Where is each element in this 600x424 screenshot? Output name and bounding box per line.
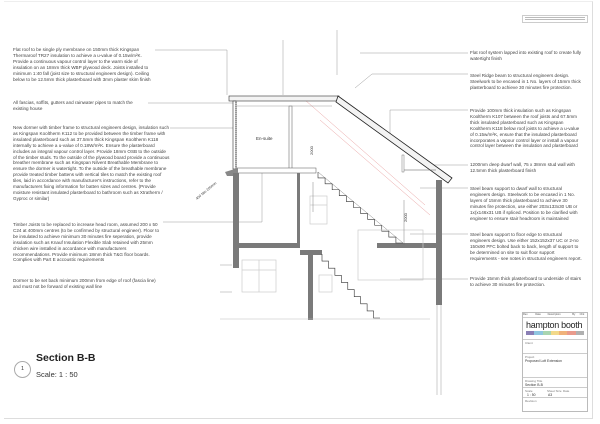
header-check: Chk — [579, 313, 585, 316]
brand-color-bar — [526, 331, 584, 335]
drawing-title-label: Drawing Title — [525, 379, 543, 383]
section-number: 1 — [14, 361, 31, 378]
scale-value: 1 : 50 — [527, 393, 536, 397]
room-label: En-suite — [256, 136, 273, 141]
sheet-value: A3 — [548, 393, 553, 397]
stair-post — [308, 255, 313, 320]
note-flat-roof: Flat roof to be single ply membrane on 150mm thick Kingspan Thermaroof TR27 insulation to achieve a u-value of 0.15w/m²K. Provide a continuous vapour control layer to the warm side of insulation on an 18mm thick WBP plywood deck. Joists installed to minimum 1:40 fall (joist size to structural engineers design). Ceiling below to be 12.5mm thick plasterboard with 3mm plaster skim finish — [13, 47, 151, 82]
brand-color-swatch — [576, 331, 584, 335]
note-setback: Dormer to be set back minimum 200mm from edge of roof (fascia line) and must not be forward of existing wall line — [13, 278, 156, 289]
note-joists: Timber Joists to be replaced to increase head room, assumed 200 x 50 C24 at 400mm centres (to be confirmed by structural engineer). Floor to be insulated to achieve minimum 30 minutes fire seperation, provide insulation such as Knauf Insulation Flexible Slab retained with 25mm chicken wire installed in accordance with manufacturers recommendations. Provide minimum 18mm thick T&G floor boards. Complies with Part E accoustic requirements — [13, 222, 160, 263]
header-date: Date — [535, 313, 541, 316]
note-ridge-beam: Steel Ridge beam to structural engineers design. Steelwork to be encased in 1 No. layers of 15mm thick plasterboard to achieve 30 minutes fire protection. — [470, 73, 581, 90]
brand-color-swatch — [543, 331, 551, 335]
dimension-label: 2000 — [309, 146, 314, 155]
sheet-label: Sheet Size — [547, 389, 562, 393]
first-floor-slab — [239, 243, 298, 248]
note-roof-insulation: Provide 100mm thick insulation such as Kingspan Kooltherm K107 between the roof joists and 67.5mm thick insulated plasterboard such as Kingspan Kooltherm K118 below roof joists to achieve a u-value of 0.15w/m²K, ensure that the insulated plasterboard incorporates a vapour control layer or install a vapour control layer between the insulation and plasterboard — [470, 108, 580, 149]
drawing-title: Section B-B — [525, 383, 543, 387]
section-title: Section B-B — [36, 352, 96, 364]
note-steel-dwarf: Steel beam support to dwarf wall to structural engineers design. Steelwork to be encased in 1 No. layers of 15mm thick plasterboard to achieve 30 minutes fire protection, use either 203x133x30 UB or 1x(x146x31 UB if spliced. Position to be clarified with engineer to ensure stair headroom is maintained — [470, 186, 578, 221]
note-dormer: New dormer with timber frame to structural engineers design, insulation such as Kingspan Kooltherm K112 to be provided between the timber frame with insulated plasterboard such as 37.5mm thick Kingspan Kooltherm K118 internally to achieve a u-value of 0.18W/m²K. Ensure the plasterboard includes an integral vapour control layer. Provide 18mm OSB to the outside of the timber studs. To the outside of the plywood board provide a continuous breather membrane such as Kingspan Nilvent Breathable Membrane to ensure the dormer is watertight. To the outside of the breathable membrane provide treated timber battens with vertical tiles to match the existing roof tiles, laid in accordance with manufacturer's instructions, refer to the manufacturers fixing information for batten sizes and centres. (Provide moisture resistant insulated plasterboard to bathroom such as Xtratherm / Gyproc or similar) — [13, 125, 170, 201]
brand-color-swatch — [534, 331, 542, 335]
revision-label: Revision — [525, 399, 537, 403]
external-wall-right — [436, 180, 442, 305]
loft-floor — [236, 168, 316, 173]
brand-color-swatch — [559, 331, 567, 335]
setback-label: 400 Min 200mm — [195, 181, 218, 201]
brand-color-swatch — [526, 331, 534, 335]
flat-roof — [229, 96, 339, 101]
dimension-label: 2000 — [403, 213, 408, 222]
note-steel-floor: Steel beam support to floor edge to structural engineers design. Use either 152x152x37 UC or 2-no 150x90 PFC bolted back to back, length of support to be determined on site to suit floor support requirements - see notes in structural engineers report. — [470, 232, 582, 261]
header-rev: Rev — [523, 313, 528, 316]
project-name: Proposed Loft Extension — [525, 359, 562, 363]
section-scale: Scale: 1 : 50 — [36, 370, 78, 379]
stairs-lower — [322, 254, 380, 318]
brand-color-swatch — [551, 331, 559, 335]
floor-edge-beam — [300, 250, 322, 255]
note-dwarf-wall: 1200mm deep dwarf wall, 75 x 38mm stud wall with 12.5mm thick plasterboard finish — [470, 162, 575, 173]
note-flat-roof-lap: Flat roof system lapped into existing roof to create fully watertight finish — [470, 50, 582, 61]
title-block — [522, 312, 588, 412]
dwarf-wall — [402, 155, 404, 172]
landing-floor — [377, 243, 437, 248]
client-label: Client — [525, 341, 533, 345]
ensuite-partition — [289, 106, 292, 169]
header-description: Description — [547, 313, 561, 316]
brand-color-swatch — [567, 331, 575, 335]
date-label: Date — [563, 389, 570, 393]
header-by: By — [572, 313, 576, 316]
scale-label: Scale — [525, 389, 533, 393]
company-logo: hampton booth — [526, 320, 583, 330]
note-stair-fire: Provide 15mm thick plasterboard to underside of stairs to achieve 30 minutes fire protection. — [470, 276, 582, 287]
project-label: Project — [525, 355, 535, 359]
note-fascias: All fascias, soffits, gutters and rainwater pipes to match the existing house — [13, 100, 133, 111]
external-wall-left — [233, 173, 239, 268]
